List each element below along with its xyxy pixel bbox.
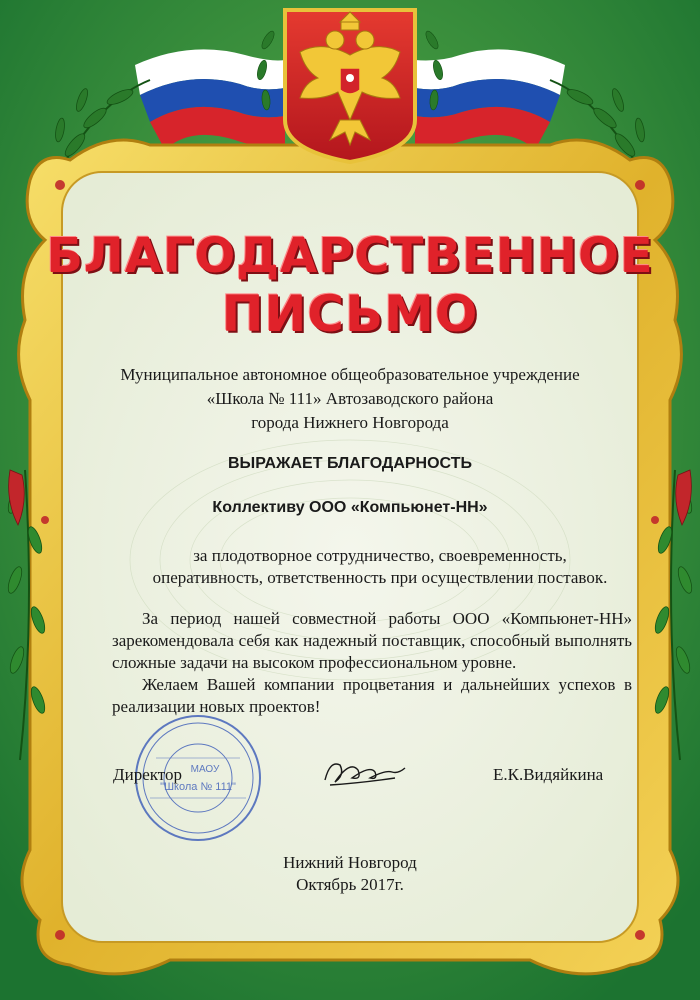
reason-line: оперативность, ответственность при осуществлении поставок. [152,568,608,587]
place-and-date [0,852,700,896]
signatory-title: Директор [113,765,182,784]
issuer-line: города Нижнего Новгорода [251,413,449,432]
date: Октябрь 2017г. [296,875,404,894]
body-paragraph: Желаем Вашей компании процветания и дальнейших успехов в реализации новых проектов! [112,675,632,716]
recipient: Коллективу ООО «Компьюнет-НН» [212,499,488,516]
stamp-line1: МАОУ [190,764,220,775]
stamp-line2: "Школа № 111" [160,781,236,793]
issuer-line: Муниципальное автономное общеобразовательное учреждение [120,365,580,384]
body-paragraph: За период нашей совместной работы ООО «Компьюнет-НН» зарекомендовала себя как надежный поставщик, способный выполнять сложные задачи на высоком профессиональном уровне. [112,609,632,672]
reason-line: за плодотворное сотрудничество, своевременность, [193,546,567,565]
issuer-line: «Школа № 111» Автозаводского района [206,389,494,408]
city: Нижний Новгород [283,853,417,872]
signatory-name: Е.К.Видяйкина [493,765,604,784]
certificate-title-line2: ПИСЬМО [221,285,479,343]
gratitude-reason [30,545,700,589]
thanks-heading: ВЫРАЖАЕТ БЛАГОДАРНОСТЬ [228,455,472,472]
certificate-title-line1: БЛАГОДАРСТВЕННОЕ [46,228,654,284]
issuer-organization [0,363,700,435]
letter-body [112,608,632,718]
